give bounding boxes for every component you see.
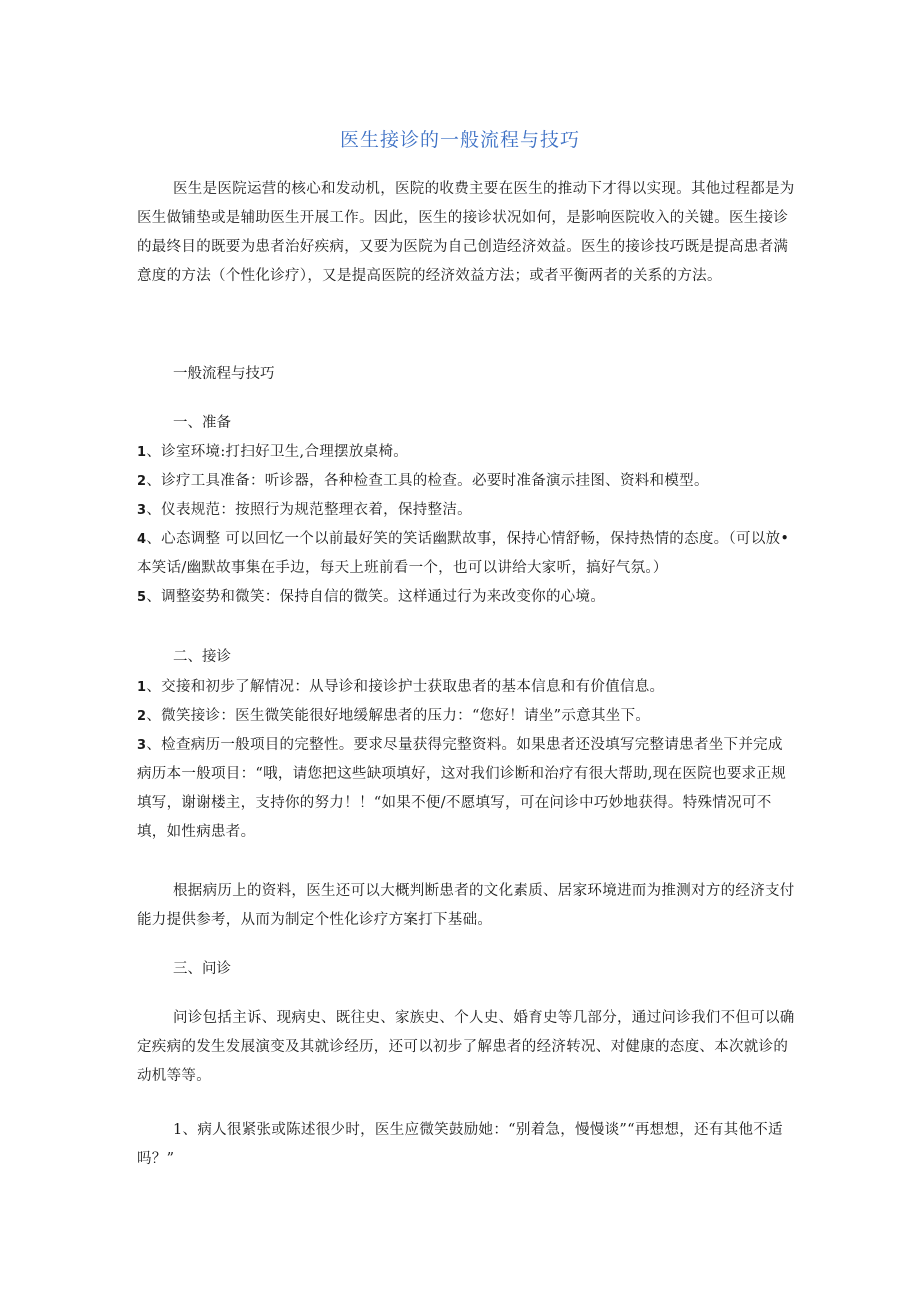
section-prepare-list — [137, 438, 797, 612]
list-item: 2、微笑接诊：医生微笑能很好地缓解患者的压力：“您好！请坐”示意其坐下。 — [137, 708, 651, 724]
page-title: 医生接诊的一般流程与技巧 — [339, 129, 580, 151]
list-item: 1、诊室环境:打扫好卫生,合理摆放桌椅。 — [137, 444, 409, 460]
flow-heading: 一般流程与技巧 — [173, 366, 275, 382]
list-item: 4、心态调整 可以回忆一个以前最好笑的笑话幽默故事，保持心情舒畅，保持热情的态度。（可以放•本笑话/幽默故事集在手边，每天上班前看一个，也可以讲给大家听，搞好气氛。） — [137, 531, 790, 576]
list-item: 5、调整姿势和微笑：保持自信的微笑。这样通过行为来改变你的心境。 — [137, 589, 606, 605]
list-item: 1、交接和初步了解情况：从导诊和接诊护士获取患者的基本信息和有价值信息。 — [137, 679, 665, 695]
list-item: 2、诊疗工具准备：听诊器，各种检查工具的检查。必要时准备演示挂图、资料和模型。 — [137, 473, 709, 489]
section-reception-list — [137, 673, 797, 847]
section-heading-reception: 二、接诊 — [173, 649, 231, 665]
list-item: 3、仪表规范：按照行为规范整理衣着，保持整洁。 — [137, 502, 472, 518]
section-heading-prepare: 一、准备 — [173, 415, 231, 431]
inquiry-tip-paragraph: 1、病人很紧张或陈述很少时，医生应微笑鼓励她：“别着急，慢慢谈”“再想想，还有其他不适吗？” — [137, 1122, 783, 1167]
intro-paragraph: 医生是医院运营的核心和发动机，医院的收费主要在医生的推动下才得以实现。其他过程都是为医生做铺垫或是辅助医生开展工作。因此，医生的接诊状况如何，是影响医院收入的关键。医生接诊的最终目的既要为患者治好疾病，又要为医院为自己创造经济效益。医生的接诊技巧既是提高患者满意度的方法（个性化诊疗），又是提高医院的经济效益方法；或者平衡两者的关系的方法。 — [137, 181, 795, 284]
inquiry-paragraph: 问诊包括主诉、现病史、既往史、家族史、个人史、婚育史等几部分，通过问诊我们不但可以确定疾病的发生发展演变及其就诊经历，还可以初步了解患者的经济转况、对健康的态度、本次就诊的动机等等。 — [137, 1010, 795, 1084]
list-item: 3、检查病历一般项目的完整性。要求尽量获得完整资料。如果患者还没填写完整请患者坐下并完成病历本一般项目：“哦，请您把这些缺项填好，这对我们诊断和治疗有很大帮助,现在医院也要求正规填写，谢谢楼主，支持你的努力！！“如果不便/不愿填写，可在问诊中巧妙地获得。特殊情况可不填，如性病患者。 — [137, 737, 787, 840]
reception-followup-paragraph: 根据病历上的资料，医生还可以大概判断患者的文化素质、居家环境进而为推测对方的经济支付能力提供参考，从而为制定个性化诊疗方案打下基础。 — [137, 883, 795, 928]
section-heading-inquiry: 三、问诊 — [173, 961, 231, 977]
